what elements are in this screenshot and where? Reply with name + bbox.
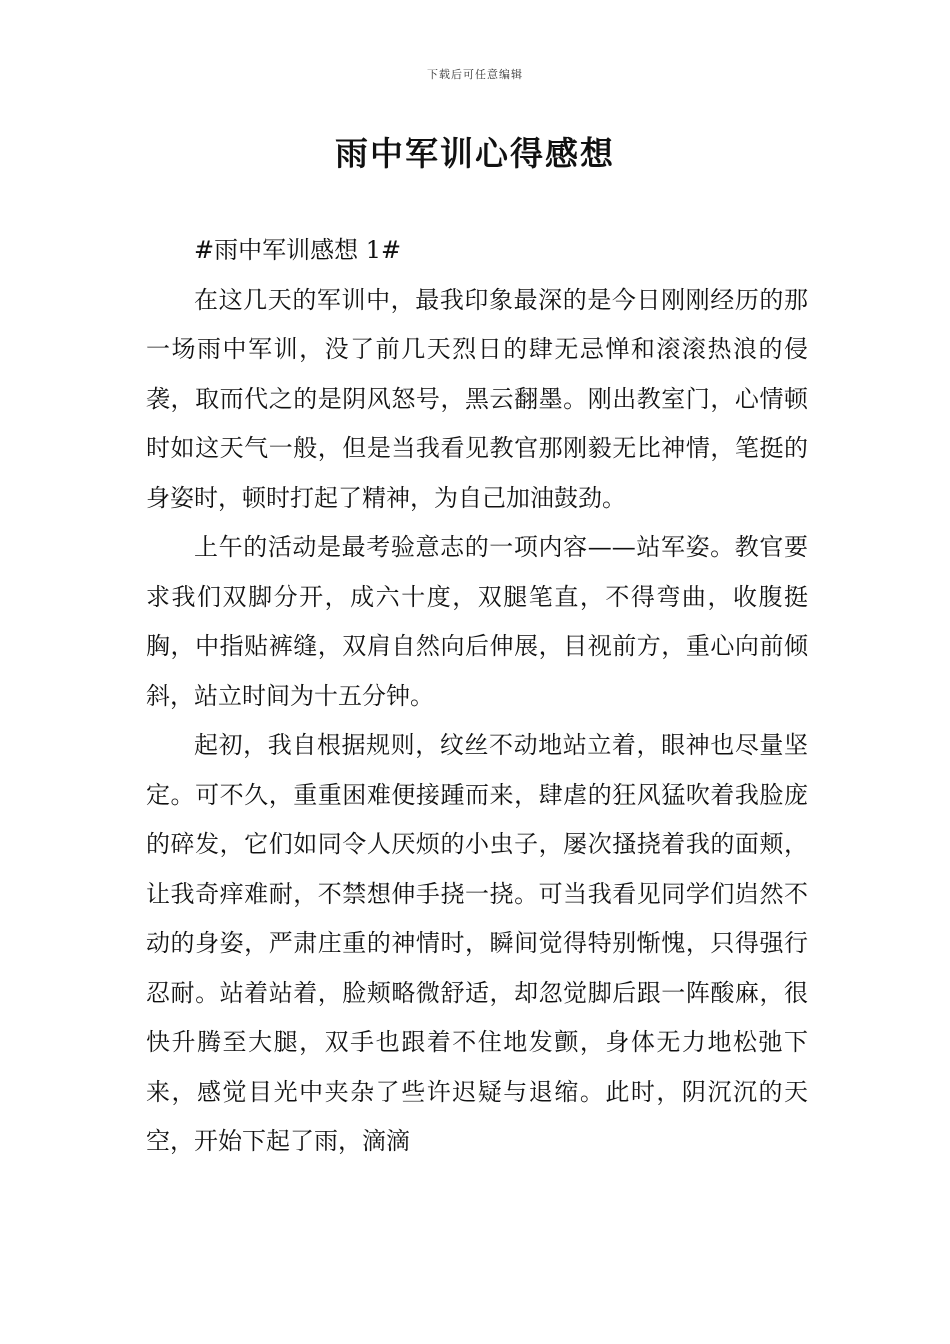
- document-title: 雨中军训心得感想: [335, 134, 615, 173]
- paragraph-1: 在这几天的军训中，最我印象最深的是今日刚刚经历的那一场雨中军训，没了前几天烈日的肆无忌惮和滚滚热浪的侵袭，取而代之的是阴风怒号，黑云翻墨。刚出教室门，心情顿时如这天气一般，但是当我看见教官那刚毅无比神情，笔挺的身姿时，顿时打起了精神，为自己加油鼓劲。: [146, 285, 808, 512]
- header-note: 下载后可任意编辑: [427, 68, 523, 81]
- paragraph-3: 起初，我自根据规则，纹丝不动地站立着，眼神也尽量坚定。可不久，重重困难便接踵而来，肆虐的狂风猛吹着我脸庞的碎发，它们如同令人厌烦的小虫子，屡次搔挠着我的面颊，让我奇痒难耐，不禁想伸手挠一挠。可当我看见同学们岿然不动的身姿，严肃庄重的神情时，瞬间觉得特别惭愧，只得强行忍耐。站着站着，脸颊略微舒适，却忽觉脚后跟一阵酸麻，很快升腾至大腿，双手也跟着不住地发颤，身体无力地松弛下来，感觉目光中夹杂了些许迟疑与退缩。此时，阴沉沉的天空，开始下起了雨，滴滴: [146, 731, 808, 1155]
- section-heading: #雨中军训感想 1#: [194, 236, 402, 264]
- paragraph-2: 上午的活动是最考验意志的一项内容——站军姿。教官要求我们双脚分开，成六十度，双腿笔直，不得弯曲，收腹挺胸，中指贴裤缝，双肩自然向后伸展，目视前方，重心向前倾斜，站立时间为十五分钟。: [146, 533, 808, 710]
- document-body: [146, 226, 808, 1167]
